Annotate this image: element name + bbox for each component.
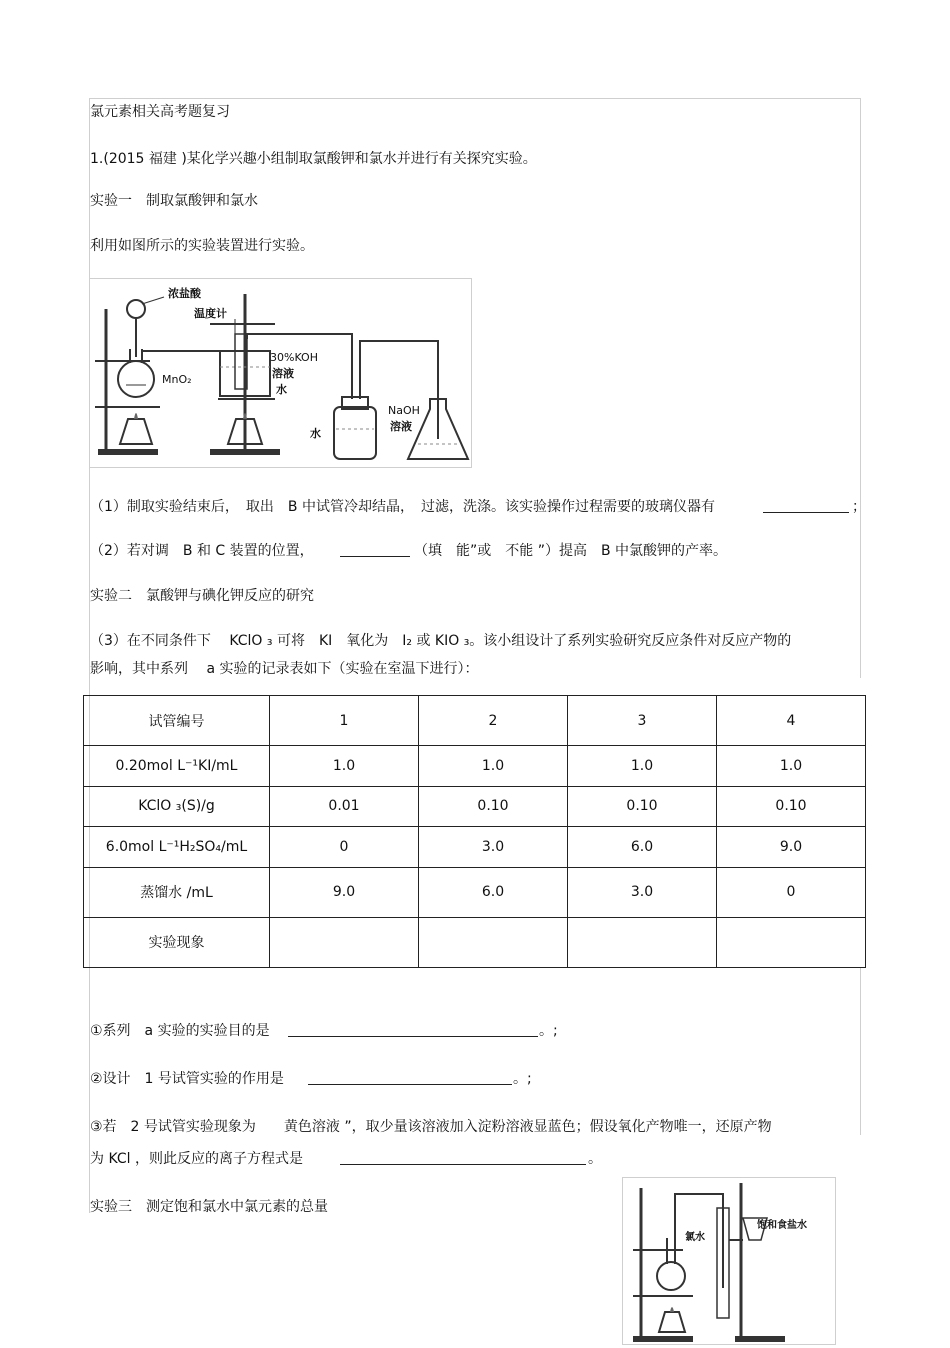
apparatus-figure-1 [89, 278, 472, 468]
table-cell[interactable] [270, 917, 419, 967]
label-naoh: NaOH [388, 404, 420, 417]
table-row [84, 696, 866, 746]
label-brine: 饱和食盐水 [757, 1220, 807, 1231]
label-solution-2: 溶液 [390, 420, 412, 433]
experiment-2-heading: 实验二 氯酸钾与碘化钾反应的研究 [90, 588, 314, 604]
table-row [84, 867, 866, 917]
sub-question-2: ②设计 1 号试管实验的作用是 [90, 1071, 284, 1087]
question-1-2-a: （2）若对调 B 和 C 装置的位置， [90, 543, 314, 559]
frame-top [89, 98, 861, 99]
frame-right [860, 98, 861, 678]
label-water-1: 水 [276, 383, 287, 396]
table-row-label: 实验现象 [84, 917, 270, 967]
label-water-2: 水 [310, 427, 321, 440]
record-table [83, 695, 866, 968]
question-1-1-end: ； [852, 499, 866, 515]
frame-right-lower [860, 968, 861, 1135]
label-thermometer: 温度计 [194, 307, 227, 320]
experiment-3-heading: 实验三 测定饱和氯水中氯元素的总量 [90, 1199, 328, 1215]
table-cell: 0 [270, 827, 419, 868]
frame-left [89, 98, 90, 1213]
table-cell: 2 [419, 696, 568, 746]
table-cell: 1 [270, 696, 419, 746]
answer-blank-3[interactable] [288, 1022, 538, 1037]
table-cell: 0 [717, 867, 866, 917]
table-cell: 0.01 [270, 786, 419, 827]
table-cell: 0.10 [568, 786, 717, 827]
table-cell: 0.10 [419, 786, 568, 827]
sub-question-3-line-2: 为 KCl ，则此反应的离子方程式是 [90, 1151, 303, 1167]
table-cell: 6.0 [419, 867, 568, 917]
table-row-label: 试管编号 [84, 696, 270, 746]
table-row-label: 6.0mol L⁻¹H₂SO₄/mL [84, 827, 270, 868]
table-cell: 9.0 [270, 867, 419, 917]
table-row-label: 0.20mol L⁻¹KI/mL [84, 746, 270, 787]
table-cell: 1.0 [419, 746, 568, 787]
table-row [84, 746, 866, 787]
sub-question-3-end: 。 [588, 1151, 602, 1167]
table-cell[interactable] [717, 917, 866, 967]
table-cell: 3 [568, 696, 717, 746]
label-chlorine-water: 氯水 [685, 1232, 705, 1243]
answer-blank-5[interactable] [340, 1150, 586, 1165]
sub-question-2-end: 。; [513, 1071, 532, 1087]
question-1-2-b: （填 能”或 不能 ”）提高 B 中氯酸钾的产率。 [414, 543, 728, 559]
table-cell: 3.0 [419, 827, 568, 868]
table-cell: 1.0 [270, 746, 419, 787]
table-row-label: 蒸馏水 /mL [84, 867, 270, 917]
table-cell: 3.0 [568, 867, 717, 917]
experiment-1-heading: 实验一 制取氯酸钾和氯水 [90, 193, 258, 209]
question-1-3-line-1: （3）在不同条件下 KClO ₃ 可将 KI 氧化为 I₂ 或 KIO ₃。该小组设计了系列实验研究反应条件对反应产物的 [90, 633, 792, 649]
table-row [84, 786, 866, 827]
table-row [84, 827, 866, 868]
question-1-1 [90, 496, 715, 516]
table-cell[interactable] [419, 917, 568, 967]
answer-blank-2[interactable] [340, 542, 410, 557]
table-cell[interactable] [568, 917, 717, 967]
question-1-intro: 1.(2015 福建 )某化学兴趣小组制取氯酸钾和氯水并进行有关探究实验。 [90, 151, 537, 167]
table-cell: 4 [717, 696, 866, 746]
sub-question-3-line-1: ③若 2 号试管实验现象为 黄色溶液 ”，取少量该溶液加入淀粉溶液显蓝色；假设氧化产物唯一，还原产物 [90, 1119, 772, 1135]
table-cell: 1.0 [717, 746, 866, 787]
table-row-label: KClO ₃(S)/g [84, 786, 270, 827]
label-koh: 30%KOH [270, 351, 318, 364]
table-cell: 1.0 [568, 746, 717, 787]
table-cell: 6.0 [568, 827, 717, 868]
table-cell: 9.0 [717, 827, 866, 868]
label-solution-1: 溶液 [272, 367, 294, 380]
question-1-1-text: （1）制取实验结束后， 取出 B 中试管冷却结晶， 过滤，洗涤。该实验操作过程需要的玻璃仪器有 [90, 499, 715, 515]
sub-question-1: ①系列 a 实验的实验目的是 [90, 1023, 270, 1039]
apparatus-figure-2 [622, 1177, 836, 1345]
table-row [84, 917, 866, 967]
doc-title: 氯元素相关高考题复习 [90, 104, 230, 120]
answer-blank-4[interactable] [308, 1070, 512, 1085]
sub-question-1-end: 。; [539, 1023, 558, 1039]
experiment-1-text: 利用如图所示的实验装置进行实验。 [90, 238, 314, 254]
question-1-3-line-2: 影响，其中系列 a 实验的记录表如下（实验在室温下进行）： [90, 661, 479, 677]
table-cell: 0.10 [717, 786, 866, 827]
answer-blank-1[interactable] [763, 498, 849, 513]
label-mno2: MnO₂ [162, 373, 192, 386]
label-acid: 浓盐酸 [168, 287, 201, 300]
